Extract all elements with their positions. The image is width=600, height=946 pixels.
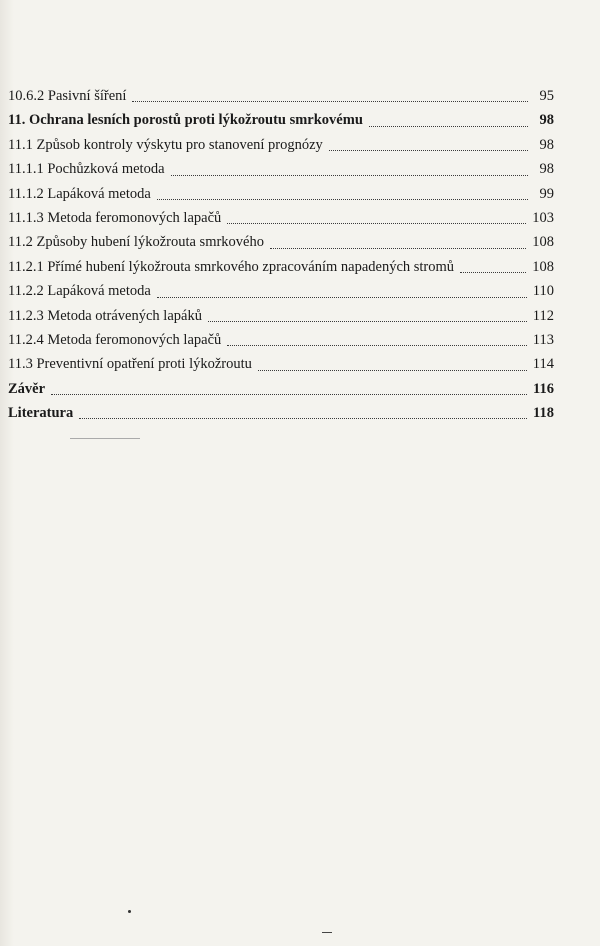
toc-entry-title: 11.1 Způsob kontroly výskytu pro stanovení prognózy (8, 136, 323, 153)
toc-entry-page: 98 (539, 112, 554, 129)
toc-dot-leader (460, 271, 526, 273)
toc-entry-page: 110 (532, 283, 554, 300)
toc-dot-leader (329, 149, 528, 151)
toc-entry-page: 108 (532, 234, 554, 251)
toc-entry-title: 11.1.1 Pochůzková metoda (8, 161, 165, 178)
scan-smudge (322, 932, 332, 933)
toc-dot-leader (157, 296, 527, 298)
toc-entry-page: 118 (533, 405, 554, 422)
toc-entry-title: 11.1.3 Metoda feromonových lapačů (8, 209, 222, 226)
toc-entry (8, 230, 554, 254)
toc-dot-leader (51, 393, 527, 395)
toc-entry (8, 352, 554, 376)
toc-entry-page: 113 (532, 331, 554, 348)
toc-entry-page: 95 (539, 88, 554, 104)
toc-entry-title: 11.2.1 Přímé hubení lýkožrouta smrkového zpracováním napadených stromů (8, 258, 455, 275)
toc-entry (8, 328, 554, 352)
toc-dot-leader (79, 417, 527, 419)
scan-smudge (70, 438, 140, 439)
toc-dot-leader (258, 369, 527, 371)
toc-dot-leader (227, 222, 526, 224)
toc-dot-leader (227, 344, 527, 346)
toc-entry-page: 98 (539, 136, 554, 153)
toc-entry-title: Literatura (8, 405, 74, 422)
toc-entry-title: 11.2 Způsoby hubení lýkožrouta smrkového (8, 234, 264, 251)
toc-entry-title: 10.6.2 Pasivní šíření (8, 88, 127, 104)
toc-dot-leader (171, 174, 528, 176)
toc-entry-page: 112 (532, 307, 554, 324)
toc-entry (8, 182, 554, 206)
toc-entry (8, 377, 554, 401)
scan-speck (128, 910, 131, 913)
toc-dot-leader (132, 100, 528, 102)
toc-entry-title: 11.2.3 Metoda otrávených lapáků (8, 307, 202, 324)
toc-entry (8, 279, 554, 303)
toc-entry-title: 11.2.4 Metoda feromonových lapačů (8, 331, 222, 348)
toc-dot-leader (369, 125, 528, 127)
toc-entry (8, 304, 554, 328)
toc-entry (8, 133, 554, 157)
toc-entry (8, 206, 554, 230)
toc-entry (8, 108, 554, 132)
toc-dot-leader (208, 320, 527, 322)
toc-entry (8, 401, 554, 425)
toc-entry (8, 84, 554, 108)
toc-entry-page: 108 (532, 258, 554, 275)
toc-entry-page: 114 (532, 356, 554, 373)
toc-entry-title: 11.1.2 Lapáková metoda (8, 185, 151, 202)
toc-entry-page: 116 (533, 380, 554, 397)
toc-dot-leader (270, 247, 526, 249)
toc-entry-page: 99 (539, 185, 554, 202)
toc-dot-leader (157, 198, 528, 200)
table-of-contents (8, 84, 554, 425)
toc-entry-page: 103 (532, 209, 554, 226)
toc-entry-page: 98 (539, 161, 554, 178)
toc-entry-title: 11. Ochrana lesních porostů proti lýkožroutu smrkovému (8, 112, 363, 129)
toc-entry-title: 11.2.2 Lapáková metoda (8, 283, 151, 300)
toc-entry-title: 11.3 Preventivní opatření proti lýkožroutu (8, 356, 252, 373)
toc-entry (8, 157, 554, 181)
toc-entry (8, 255, 554, 279)
toc-entry-title: Závěr (8, 380, 46, 397)
